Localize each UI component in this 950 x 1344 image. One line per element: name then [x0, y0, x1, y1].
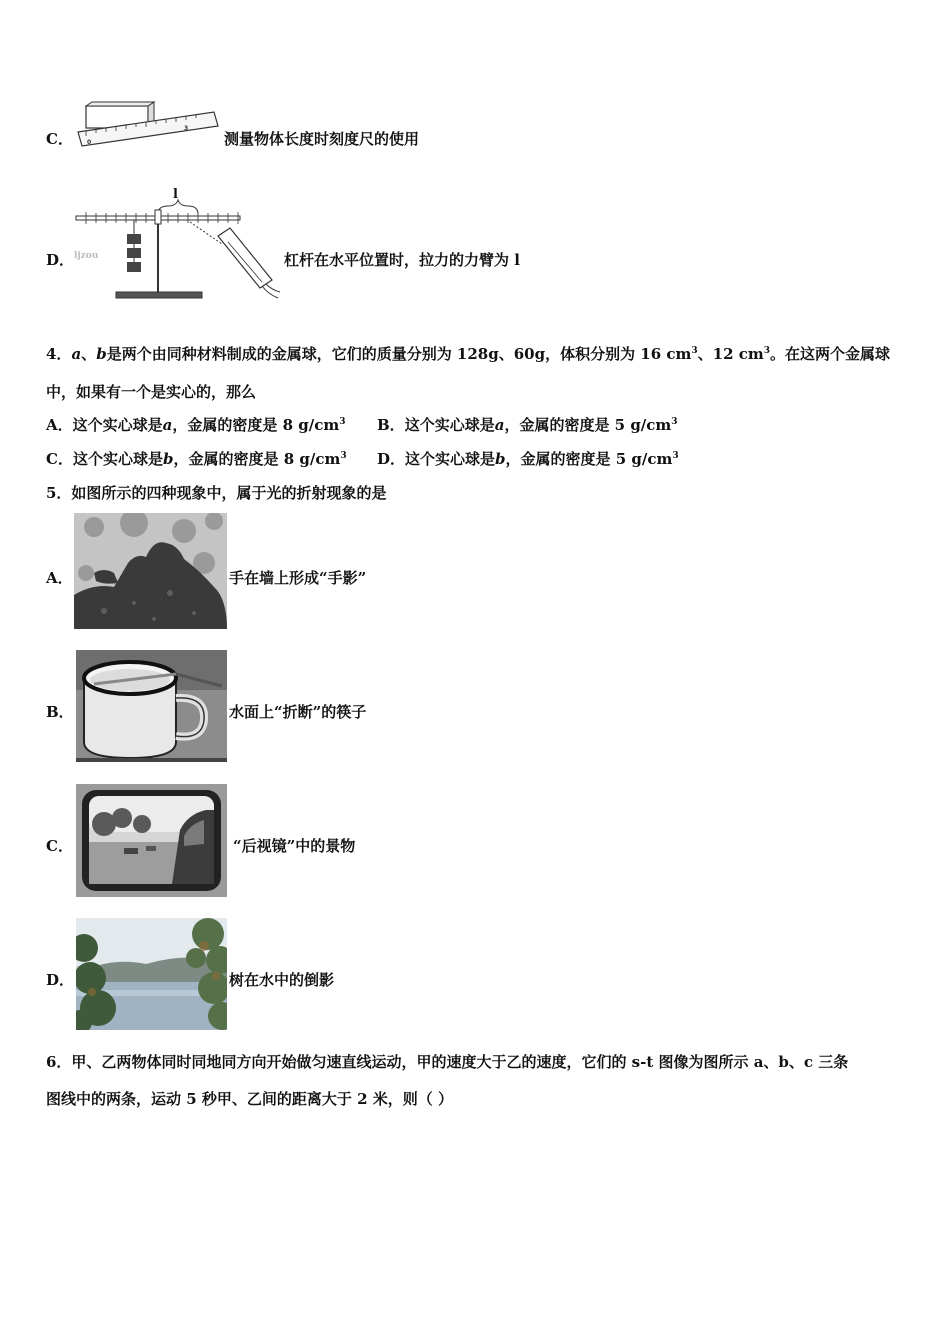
q3-option-c-label: C．	[46, 130, 73, 148]
q4-separator: 、	[81, 345, 97, 363]
q5-option-b-label: B．	[46, 703, 74, 721]
q5-option-a-caption: 手在墙上形成“手影”	[229, 569, 367, 587]
q4-option-d[interactable]	[377, 449, 679, 469]
option-text: ，金属的密度是 5 g/cm	[505, 450, 673, 468]
option-var: a	[494, 416, 505, 434]
option-label: D．	[377, 450, 406, 468]
q4-option-a[interactable]	[46, 415, 346, 435]
tree-reflection-photo	[76, 918, 227, 1030]
q4-sup2: 3	[763, 346, 771, 356]
option-sup: 3	[671, 417, 678, 427]
q4-text2: 、12 cm	[697, 345, 764, 363]
q3-option-c-caption: 测量物体长度时刻度尺的使用	[224, 130, 420, 148]
option-sup: 3	[672, 451, 679, 461]
option-label: B．	[377, 416, 405, 434]
q5-option-c-caption: “后视镜”中的景物	[233, 837, 356, 855]
q4-var-b: b	[96, 345, 107, 363]
q4-stem-line2: 中，如果有一个是实心的，那么	[46, 383, 257, 401]
q4-text3: 。在这两个金属球	[770, 345, 891, 363]
rearview-mirror-photo	[76, 784, 227, 897]
q3-option-d-caption: 杠杆在水平位置时，拉力的力臂为 l	[284, 251, 520, 269]
hand-shadow-photo	[74, 513, 227, 629]
q4-option-c[interactable]	[46, 449, 347, 469]
q5-option-b-caption: 水面上“折断”的筷子	[229, 703, 367, 721]
q6-stem-line2: 图线中的两条，运动 5 秒甲、乙间的距离大于 2 米，则（ ）	[46, 1090, 453, 1108]
q4-number: 4．	[46, 345, 72, 363]
option-text: 这个实心球是	[72, 450, 163, 468]
q3-option-d-label: D．	[46, 251, 75, 269]
option-var: a	[162, 416, 173, 434]
option-sup: 3	[339, 417, 346, 427]
option-var: b	[495, 450, 506, 468]
option-text: ，金属的密度是 8 g/cm	[172, 416, 340, 434]
option-label: A．	[46, 416, 73, 434]
option-sup: 3	[340, 451, 347, 461]
q4-option-b[interactable]	[377, 415, 678, 435]
lever-figure	[72, 182, 282, 306]
svg-text:ljzou: ljzou	[74, 251, 99, 261]
q4-text1: 是两个由同种材料制成的金属球，它们的质量分别为 128g、60g，体积分别为 16 cm	[106, 345, 692, 363]
q4-var-a: a	[71, 345, 82, 363]
option-label: C．	[46, 450, 73, 468]
mug-chopstick-photo	[76, 650, 227, 762]
q6-stem-line1: 6．甲、乙两物体同时同地同方向开始做匀速直线运动，甲的速度大于乙的速度，它们的 s-t 图像为图所示 a、b、c 三条	[46, 1053, 849, 1071]
option-text: ，金属的密度是 5 g/cm	[504, 416, 672, 434]
q5-option-c-label: C．	[46, 837, 73, 855]
q5-option-d-caption: 树在水中的倒影	[229, 971, 335, 989]
ruler-figure	[72, 100, 222, 152]
option-text: ，金属的密度是 8 g/cm	[173, 450, 341, 468]
option-text: 这个实心球是	[404, 416, 495, 434]
svg-text:3: 3	[184, 125, 189, 132]
q5-option-d-label: D．	[46, 971, 75, 989]
force-arm-mark: l	[173, 187, 178, 202]
q5-stem: 5．如图所示的四种现象中，属于光的折射现象的是	[46, 484, 387, 502]
option-var: b	[162, 450, 174, 468]
option-text: 这个实心球是	[72, 416, 163, 434]
q4-sup1: 3	[691, 346, 698, 356]
q5-option-a-label: A．	[46, 569, 73, 587]
q4-stem-line1	[46, 344, 890, 364]
svg-text:0: 0	[87, 139, 92, 146]
option-text: 这个实心球是	[405, 450, 496, 468]
